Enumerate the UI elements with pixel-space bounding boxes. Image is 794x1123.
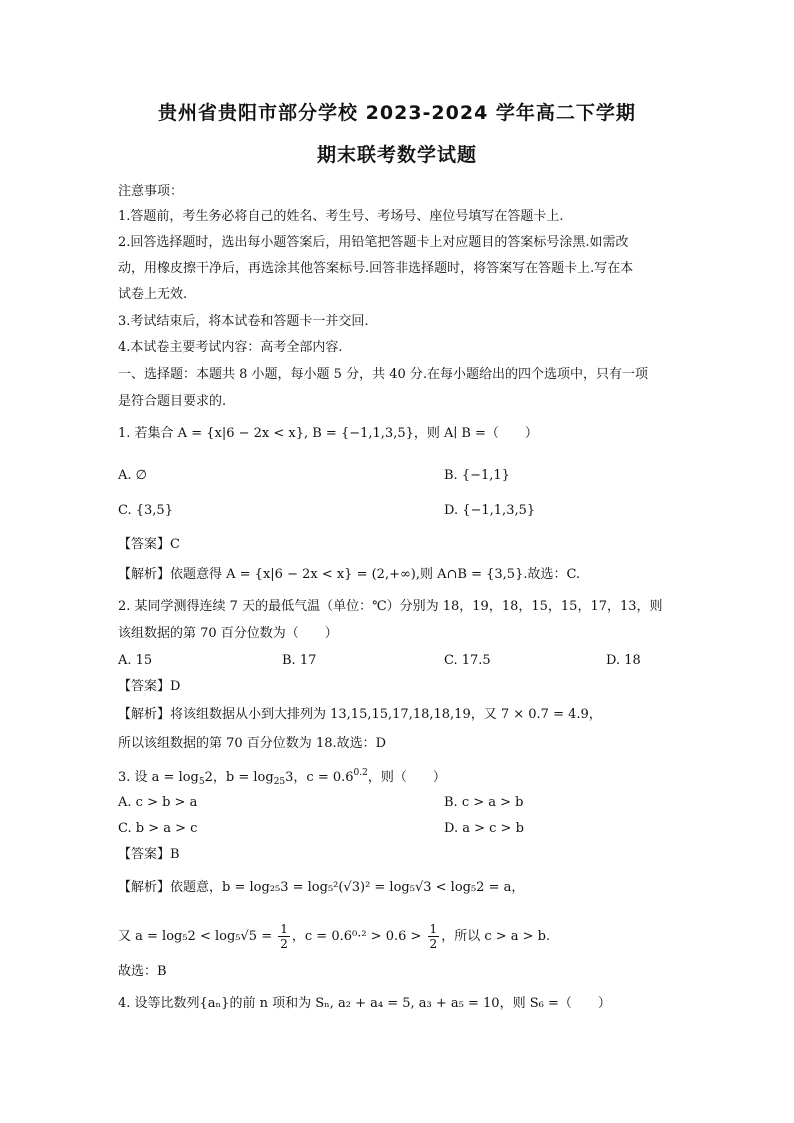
q3-stem-post: ，则（ ） xyxy=(367,770,446,785)
notice-item-1: 1.答题前，考生务必将自己的姓名、考生号、考场号、座位号填写在答题卡上. xyxy=(118,209,564,224)
section-heading-b: 是符合题目要求的. xyxy=(118,394,227,409)
q3-stem-mid2: 3，c = 0.6 xyxy=(285,770,354,785)
notice-item-2c: 试卷上无效. xyxy=(118,287,188,302)
q1-analysis: 【解析】依题意得 A = {x|6 − 2x < x} = (2,+∞),则 A∩B = {3,5}.故选：C. xyxy=(118,567,581,582)
q3-analysis-b-post: ，所以 c > a > b. xyxy=(441,929,551,944)
q2-analysis-b: 所以该组数据的第 70 百分位数为 18.故选：D xyxy=(118,736,387,751)
q2-option-d: D. 18 xyxy=(606,653,641,668)
notice-item-4: 4.本试卷主要考试内容：高考全部内容. xyxy=(118,340,343,355)
q3-stem-sup: 0.2 xyxy=(353,768,368,778)
q3-option-c: C. b > a > c xyxy=(118,821,198,836)
q4-stem: 4. 设等比数列{aₙ}的前 n 项和为 Sₙ, a₂ + a₄ = 5, a₃ + a₅ = 10，则 S₆ =（ ） xyxy=(118,996,611,1011)
q3-stem-pre: 3. 设 a = log xyxy=(118,770,199,785)
q2-option-b: B. 17 xyxy=(282,653,317,668)
q3-stem-sub2: 25 xyxy=(273,777,286,787)
q3-conclusion: 故选：B xyxy=(118,964,167,979)
q3-option-d: D. a > c > b xyxy=(444,821,524,836)
notice-item-3: 3.考试结束后，将本试卷和答题卡一并交回. xyxy=(118,314,369,329)
q2-analysis-a: 【解析】将该组数据从小到大排列为 13,15,15,17,18,18,19，又 7 × 0.7 = 4.9， xyxy=(118,707,602,722)
q3-analysis-a: 【解析】依题意，b = log₂₅3 = log₅²(√3)² = log₅√3 < log₅2 = a， xyxy=(118,880,525,895)
exam-title-line2: 期末联考数学试题 xyxy=(316,144,477,166)
exam-title-line1: 贵州省贵阳市部分学校 2023-2024 学年高二下学期 xyxy=(158,102,636,124)
q2-option-c: C. 17.5 xyxy=(444,653,491,668)
fraction-numerator: 1 xyxy=(280,922,288,936)
q1-option-d: D. {−1,1,3,5} xyxy=(444,503,536,518)
fraction-denominator-2: 2 xyxy=(429,937,438,951)
q3-option-a: A. c > b > a xyxy=(118,795,198,810)
q3-stem-sub1: 5 xyxy=(198,777,205,787)
fraction-one-half xyxy=(278,922,290,951)
q3-analysis-b-pre: 又 a = log₅2 < log₅√5 = xyxy=(118,929,273,944)
fraction-numerator-2: 1 xyxy=(429,922,438,936)
q1-option-c: C. {3,5} xyxy=(118,503,173,518)
q1-option-a: A. ∅ xyxy=(118,468,147,483)
q2-answer: 【答案】D xyxy=(118,679,181,694)
q3-answer: 【答案】B xyxy=(118,847,180,862)
q1-stem: 1. 若集合 A = {x|6 − 2x < x}, B = {−1,1,3,5}，则 A∣ B =（ ） xyxy=(118,426,538,441)
q2-stem-b: 该组数据的第 70 百分位数为（ ） xyxy=(118,626,338,641)
q3-analysis-b-mid: ，c = 0.6⁰·² > 0.6 > xyxy=(291,929,422,944)
q3-stem-mid1: 2，b = log xyxy=(204,770,274,785)
notice-heading: 注意事项： xyxy=(118,184,184,199)
fraction-denominator: 2 xyxy=(280,937,288,951)
fraction-one-half-2 xyxy=(428,922,440,951)
notice-item-2b: 动，用橡皮擦干净后，再选涂其他答案标号.回答非选择题时，将答案写在答题卡上.写在本 xyxy=(118,261,634,276)
q3-option-b: B. c > a > b xyxy=(444,795,524,810)
q3-stem xyxy=(118,763,678,792)
q2-stem-a: 2. 某同学测得连续 7 天的最低气温（单位：℃）分别为 18，19，18，15，15，17，13，则 xyxy=(118,599,663,614)
notice-item-2a: 2.回答选择题时，选出每小题答案后，用铅笔把答题卡上对应题目的答案标号涂黑.如需改 xyxy=(118,235,629,250)
q1-option-b: B. {−1,1} xyxy=(444,468,510,483)
q2-option-a: A. 15 xyxy=(118,653,153,668)
q3-analysis-b xyxy=(118,922,678,951)
section-heading-a: 一、选择题：本题共 8 小题，每小题 5 分，共 40 分.在每小题给出的四个选项中，只有一项 xyxy=(118,367,649,382)
q1-answer: 【答案】C xyxy=(118,537,180,552)
